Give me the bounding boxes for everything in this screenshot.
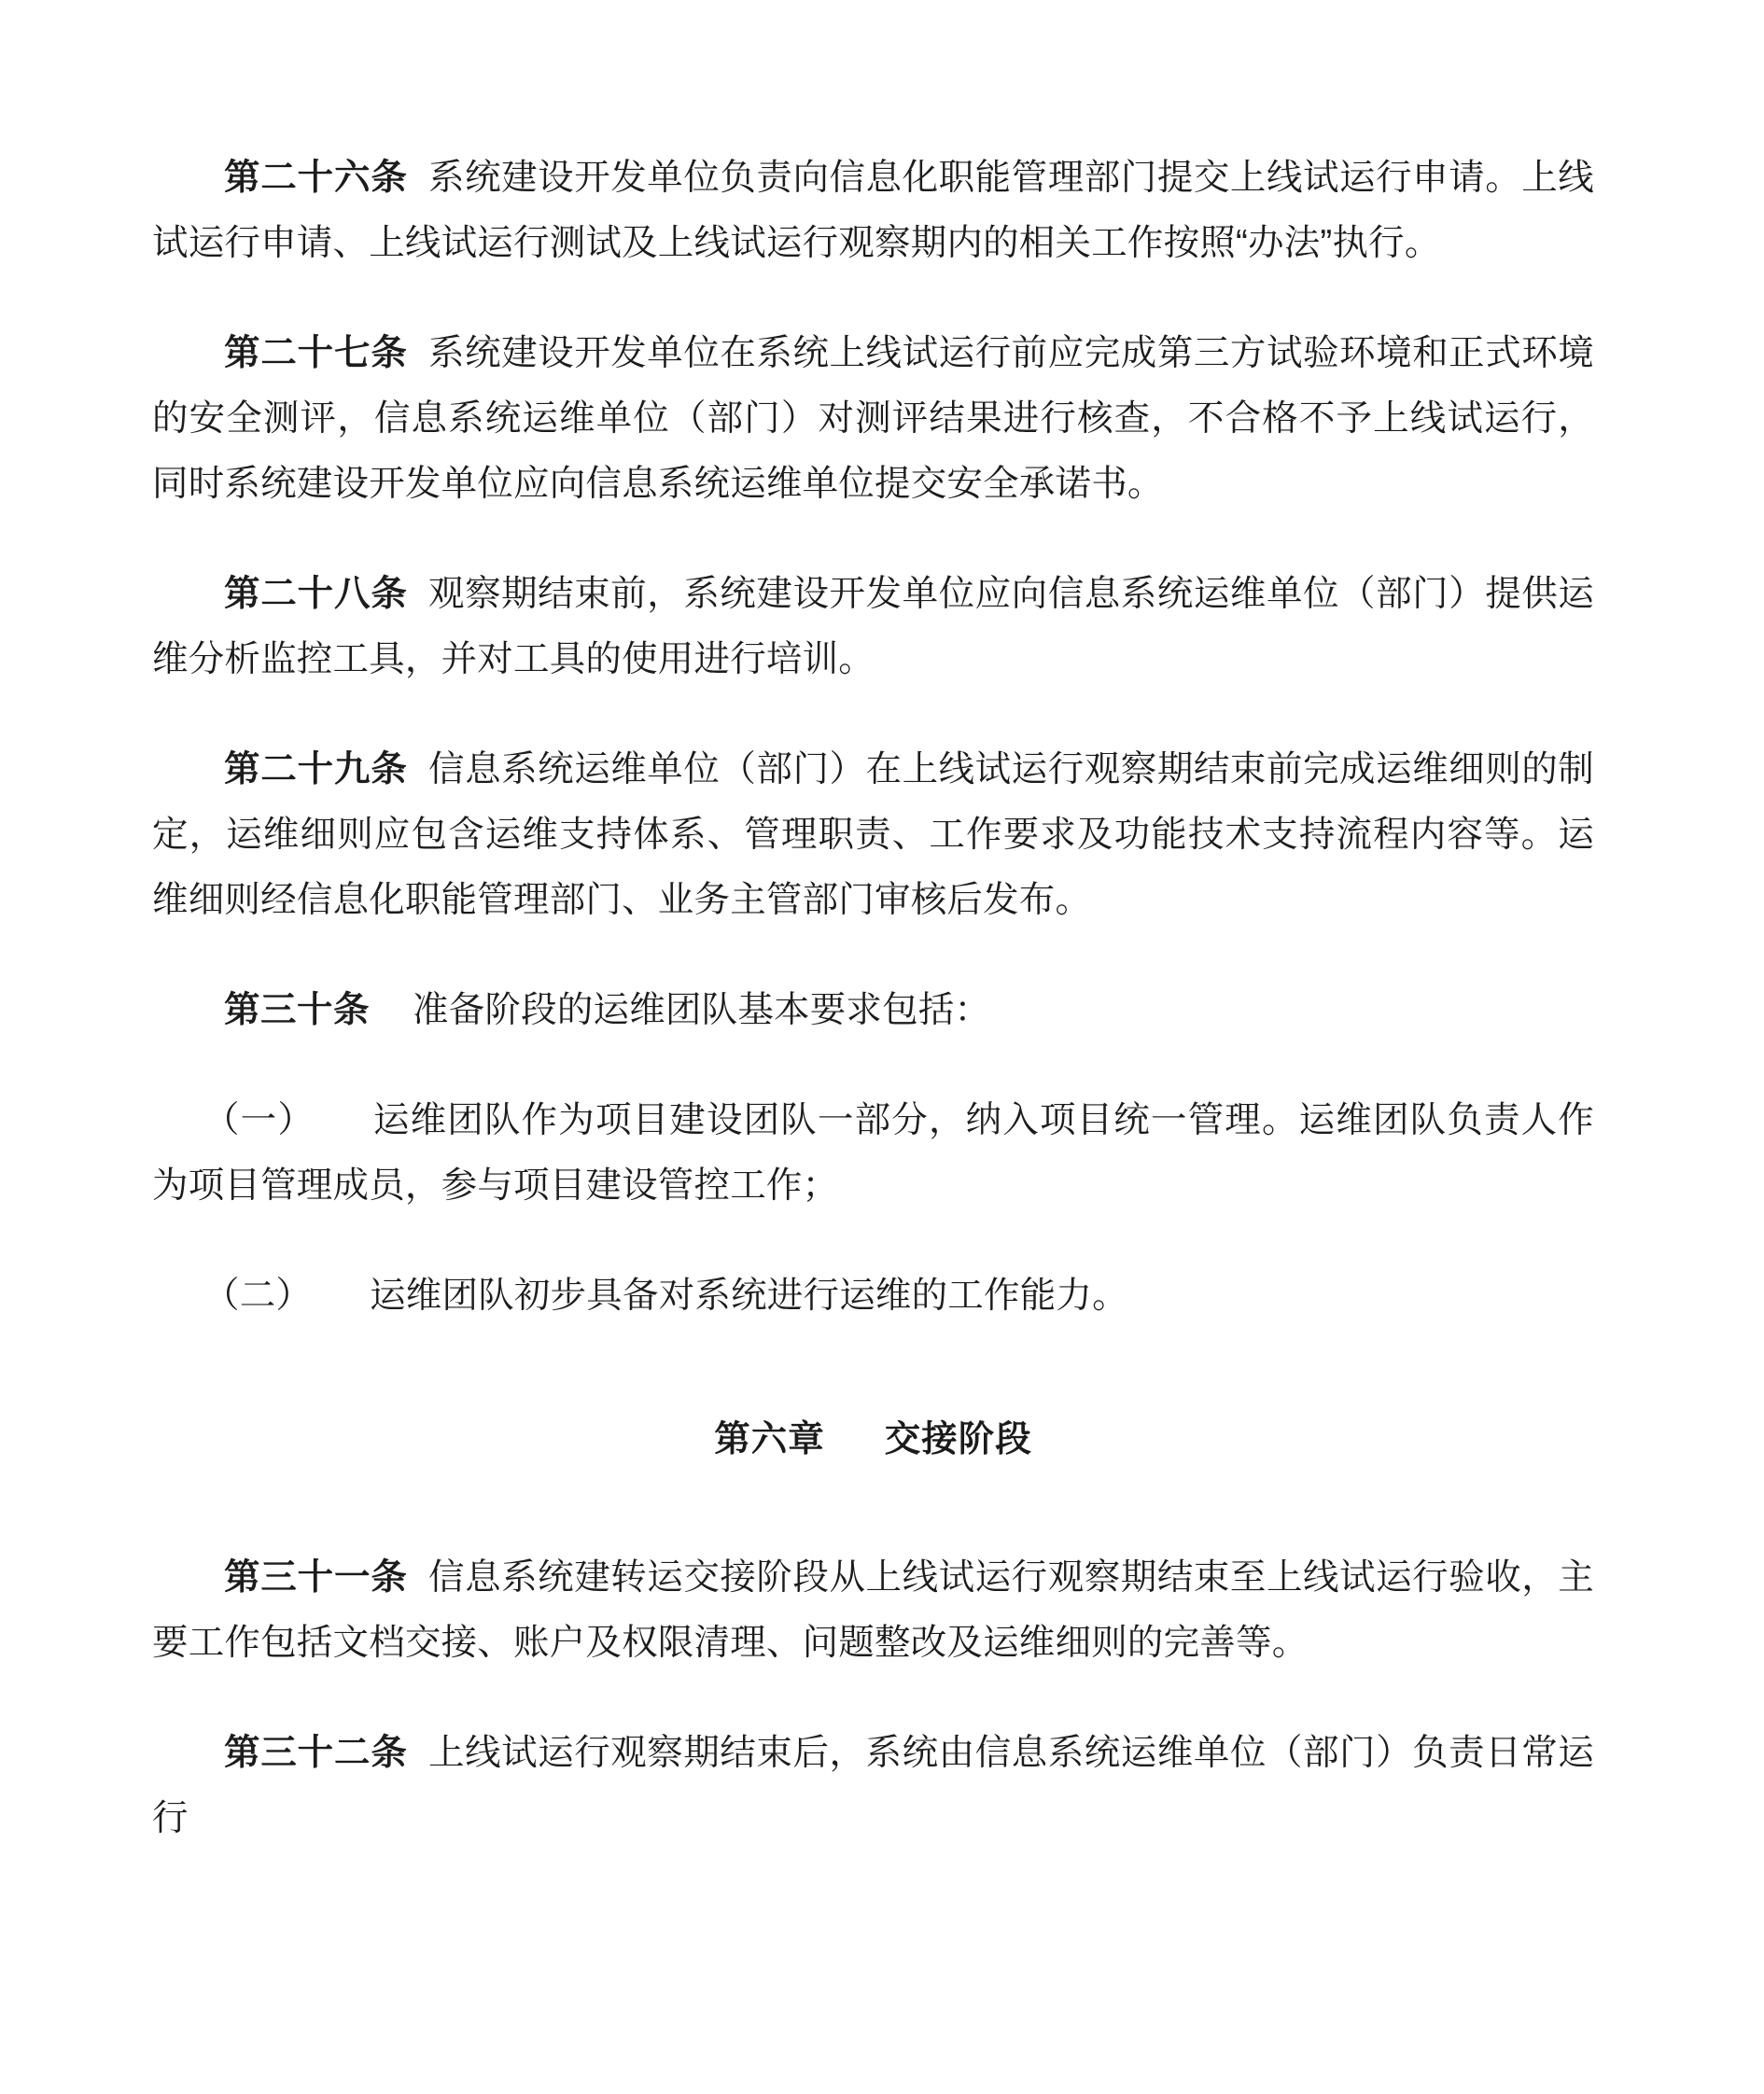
article-31	[152, 1545, 1594, 1676]
chapter-heading	[152, 1407, 1594, 1473]
article-26-number: 第二十六条	[224, 158, 408, 198]
article-29	[152, 737, 1594, 933]
subitem-1-label: （一）	[203, 1100, 315, 1140]
document-body	[152, 140, 1594, 1851]
article-31-number: 第三十一条	[224, 1557, 408, 1598]
article-32-text: 上线试运行观察期结束后，系统由信息系统运维单位（部门）负责日常运行	[152, 1733, 1594, 1838]
subitem-2	[152, 1263, 1594, 1329]
article-28-number: 第二十八条	[224, 574, 408, 614]
subitem-2-label: （二）	[203, 1276, 313, 1316]
article-26	[152, 146, 1594, 276]
article-30-number: 第三十条	[224, 990, 371, 1030]
article-32-number: 第三十二条	[224, 1733, 408, 1773]
subitem-2-text: 运维团队初步具备对系统进行运维的工作能力。	[370, 1276, 1128, 1316]
article-27-number: 第二十七条	[224, 333, 408, 373]
article-28-text: 观察期结束前，系统建设开发单位应向信息系统运维单位（部门）提供运维分析监控工具，并对工具的使用进行培训。	[152, 574, 1594, 679]
chapter-number: 第六章	[714, 1419, 825, 1459]
article-32	[152, 1721, 1594, 1851]
article-29-text: 信息系统运维单位（部门）在上线试运行观察期结束前完成运维细则的制定，运维细则应包含运维支持体系、管理职责、工作要求及功能技术支持流程内容等。运维细则经信息化职能管理部门、业务主管部门审核后发布。	[152, 749, 1594, 920]
chapter-title: 交接阶段	[884, 1419, 1032, 1459]
subitem-1-text: 运维团队作为项目建设团队一部分，纳入项目统一管理。运维团队负责人作为项目管理成员，参与项目建设管控工作；	[152, 1100, 1594, 1206]
article-30	[152, 978, 1594, 1043]
article-29-number: 第二十九条	[224, 749, 408, 789]
article-28	[152, 562, 1594, 692]
subitem-1	[152, 1088, 1594, 1219]
article-30-text: 准备阶段的运维团队基本要求包括：	[413, 990, 991, 1030]
article-26-text: 系统建设开发单位负责向信息化职能管理部门提交上线试运行申请。上线试运行申请、上线试运行测试及上线试运行观察期内的相关工作按照“办法”执行。	[152, 158, 1594, 263]
article-27-text: 系统建设开发单位在系统上线试运行前应完成第三方试验环境和正式环境的安全测评，信息系统运维单位（部门）对测评结果进行核查，不合格不予上线试运行，同时系统建设开发单位应向信息系统运维单位提交安全承诺书。	[152, 333, 1594, 504]
article-31-text: 信息系统建转运交接阶段从上线试运行观察期结束至上线试运行验收，主要工作包括文档交接、账户及权限清理、问题整改及运维细则的完善等。	[152, 1557, 1594, 1663]
article-27	[152, 321, 1594, 517]
